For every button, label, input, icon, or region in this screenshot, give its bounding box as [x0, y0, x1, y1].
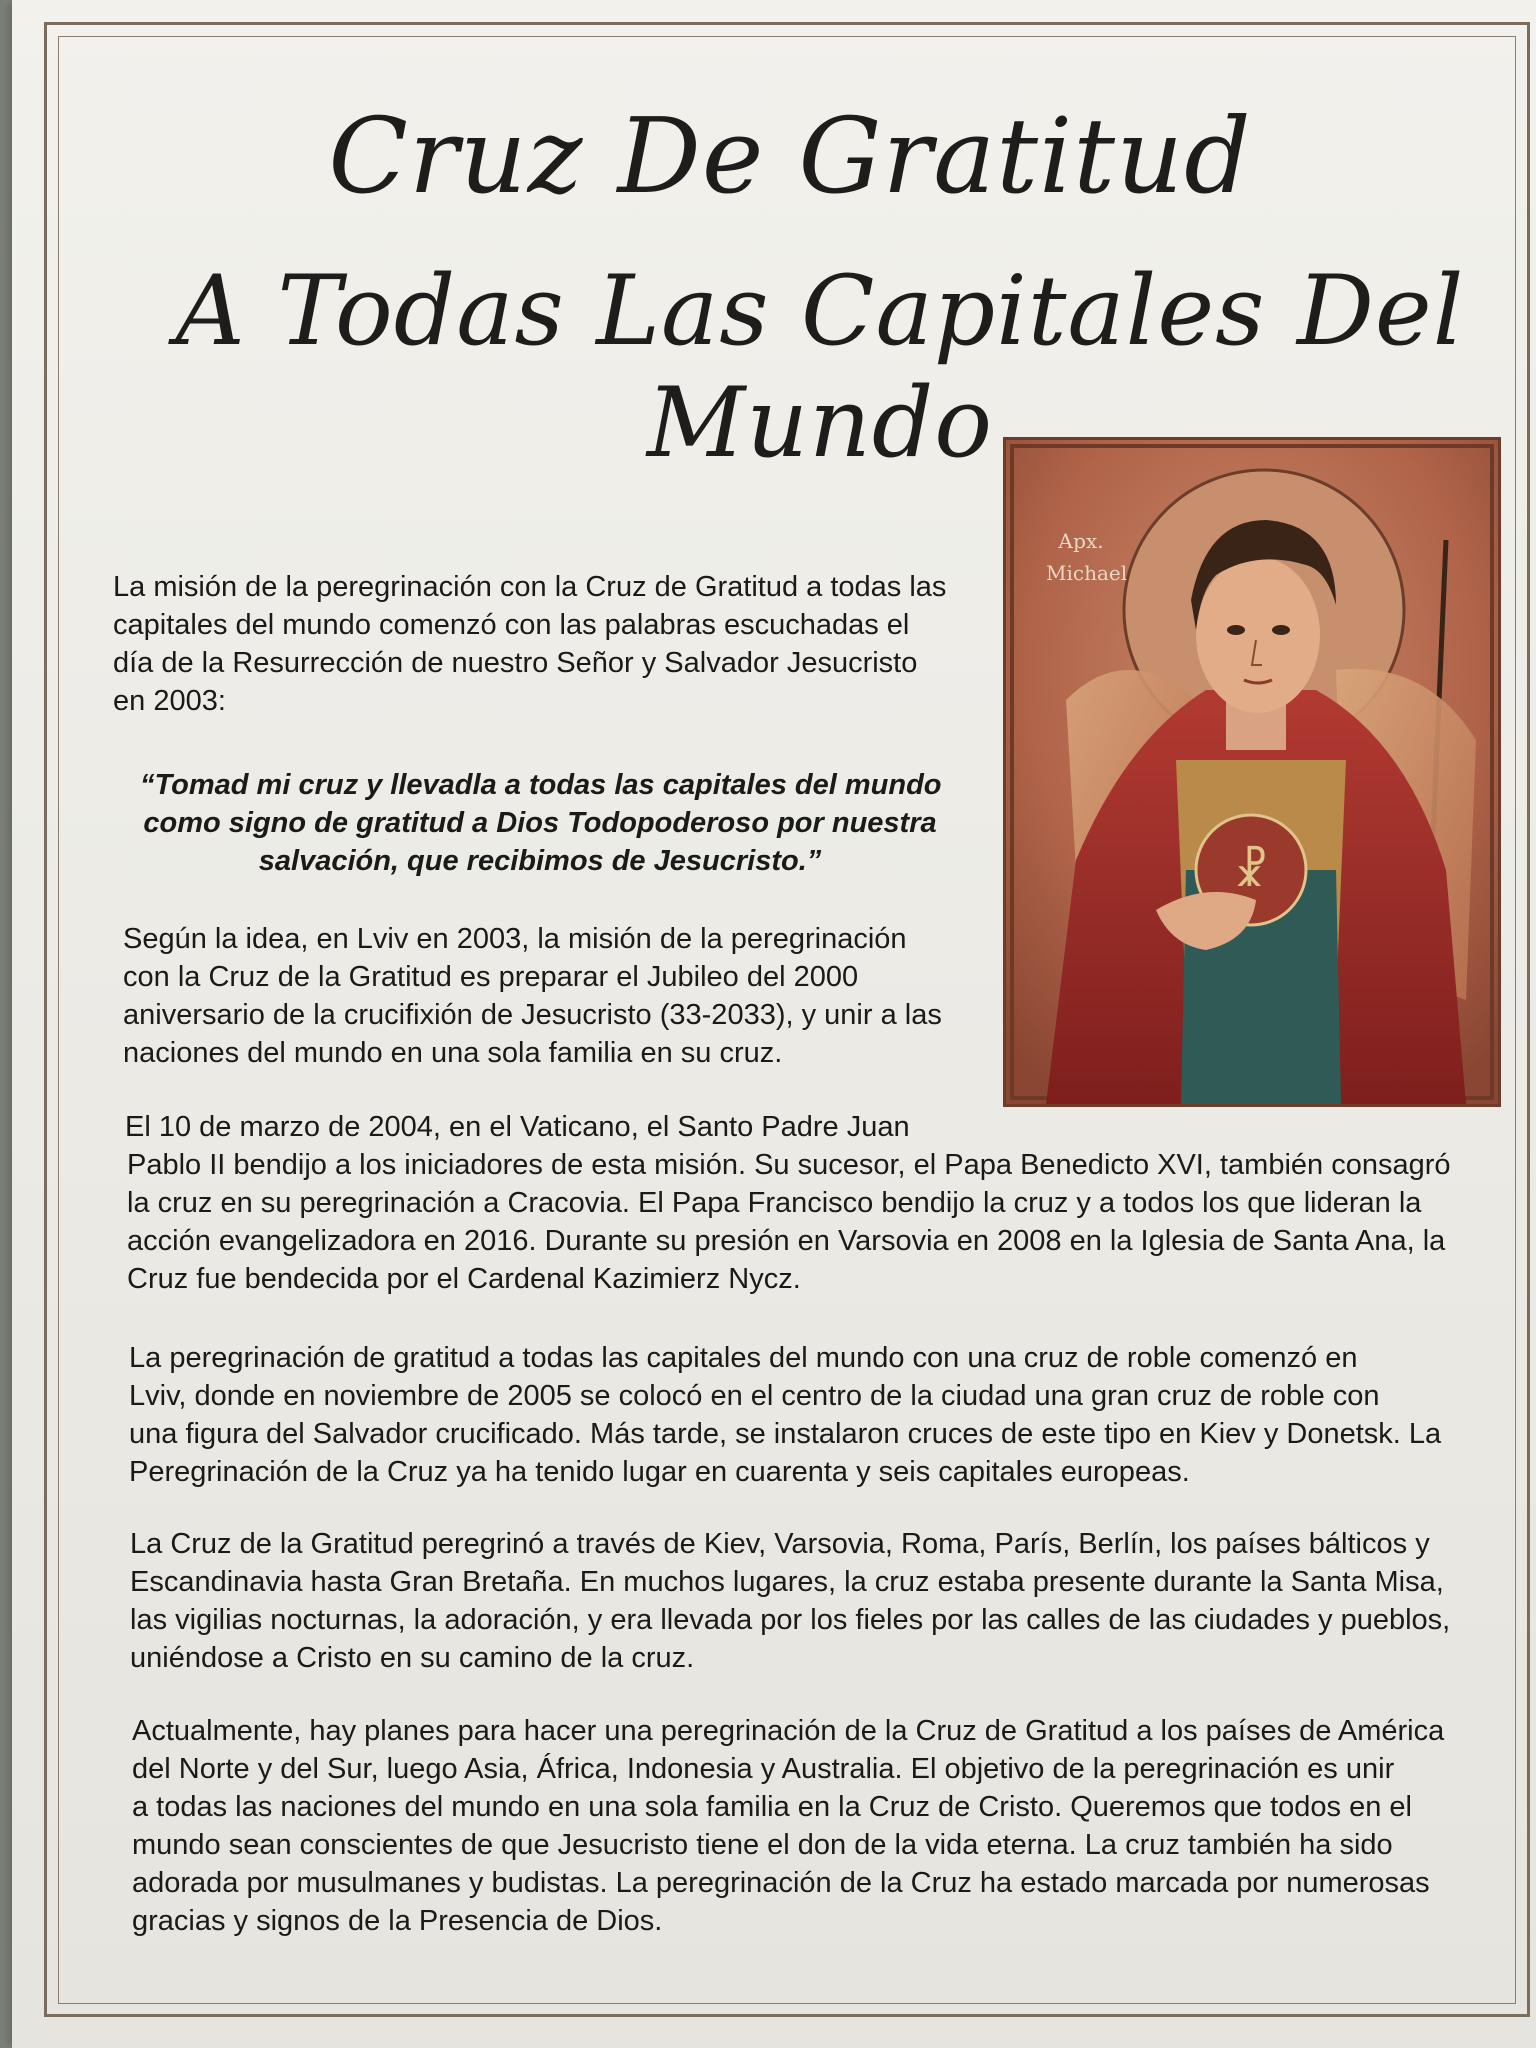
- paragraph-vatican: [127, 1146, 1467, 1298]
- text-line: con la Cruz de la Gratitud es preparar el Jubileo del 2000: [123, 961, 859, 993]
- text-line: día de la Resurrección de nuestro Señor y Salvador Jesucristo: [113, 647, 918, 679]
- text-line: La misión de la peregrinación con la Cruz de Gratitud a todas las: [113, 571, 947, 603]
- text-line: Según la idea, en Lviv en 2003, la misión de la peregrinación: [123, 923, 907, 955]
- text-line: uniéndose a Cristo en su camino de la cruz.: [130, 1642, 695, 1674]
- icon-inscription-1: Арх.: [1058, 529, 1104, 553]
- quote-line: “Tomad mi cruz y llevadla a todas las capitales del mundo: [140, 769, 942, 801]
- paragraph-intro: [113, 568, 993, 720]
- paragraph-vatican-first-line: [125, 1108, 995, 1146]
- title-line-1: Cruz De Gratitud: [328, 95, 1252, 217]
- text-line: La peregrinación de gratitud a todas las capitales del mundo con una cruz de roble comenzó en: [129, 1342, 1358, 1374]
- text-line: la cruz en su peregrinación a Cracovia. El Papa Francisco bendijo la cruz y a todos los que lideran la: [127, 1187, 1422, 1219]
- svg-text:☧: ☧: [1233, 846, 1269, 897]
- text-line: capitales del mundo comenzó con las palabras escuchadas el: [113, 609, 910, 641]
- quote-block: [140, 766, 940, 880]
- quote-line: como signo de gratitud a Dios Todopoderoso por nuestra: [143, 807, 937, 839]
- archangel-icon-painting: [1006, 440, 1498, 1104]
- text-line: Cruz fue bendecida por el Cardenal Kazimierz Nycz.: [127, 1263, 801, 1295]
- text-line: en 2003:: [113, 685, 226, 717]
- text-line: a todas las naciones del mundo en una sola familia en la Cruz de Cristo. Queremos que todos en el: [132, 1791, 1412, 1823]
- text-line: El 10 de marzo de 2004, en el Vaticano, el Santo Padre Juan: [125, 1111, 910, 1143]
- text-line: Pablo II bendijo a los iniciadores de esta misión. Su sucesor, el Papa Benedicto XVI, también consagró: [127, 1149, 1451, 1181]
- archangel-icon-image: [1003, 437, 1501, 1107]
- text-line: mundo sean conscientes de que Jesucristo tiene el don de la vida eterna. La cruz también ha sido: [132, 1829, 1393, 1861]
- title-line-2: A Todas Las Capitales Del Mundo: [175, 255, 1465, 479]
- paragraph-future-plans: [132, 1712, 1472, 1940]
- text-line: acción evangelizadora en 2016. Durante su presión en Varsovia en 2008 en la Iglesia de Santa Ana, la: [127, 1225, 1446, 1257]
- text-line: Peregrinación de la Cruz ya ha tenido lugar en cuarenta y seis capitales europeas.: [129, 1456, 1190, 1488]
- text-line: La Cruz de la Gratitud peregrinó a través de Kiev, Varsovia, Roma, París, Berlín, los países bálticos y: [130, 1528, 1430, 1560]
- text-line: las vigilias nocturnas, la adoración, y era llevada por los fieles por las calles de las ciudades y pueblos,: [130, 1604, 1451, 1636]
- text-line: adorada por musulmanes y budistas. La peregrinación de la Cruz ha estado marcada por numerosas: [132, 1867, 1430, 1899]
- text-line: Lviv, donde en noviembre de 2005 se colocó en el centro de la ciudad una gran cruz de roble con: [129, 1380, 1380, 1412]
- text-line: una figura del Salvador crucificado. Más tarde, se instalaron cruces de este tipo en Kiev y Donetsk. La: [129, 1418, 1442, 1450]
- paragraph-pilgrimage-route: [130, 1525, 1470, 1677]
- text-line: Escandinavia hasta Gran Bretaña. En muchos lugares, la cruz estaba presente durante la Santa Misa,: [130, 1566, 1444, 1598]
- paragraph-oak-cross: [129, 1339, 1469, 1491]
- text-line: aniversario de la crucifixión de Jesucristo (33-2033), y unir a las: [123, 999, 942, 1031]
- icon-inscription-2: Michael: [1046, 561, 1128, 585]
- paragraph-lviv-idea: [123, 920, 1003, 1072]
- text-line: del Norte y del Sur, luego Asia, África, Indonesia y Australia. El objetivo de la peregrinación es unir: [132, 1753, 1395, 1785]
- quote-line: salvación, que recibimos de Jesucristo.”: [258, 845, 822, 877]
- text-line: naciones del mundo en una sola familia en su cruz.: [123, 1037, 783, 1069]
- text-line: Actualmente, hay planes para hacer una peregrinación de la Cruz de Gratitud a los países de América: [132, 1715, 1445, 1747]
- text-line: gracias y signos de la Presencia de Dios.: [132, 1905, 663, 1937]
